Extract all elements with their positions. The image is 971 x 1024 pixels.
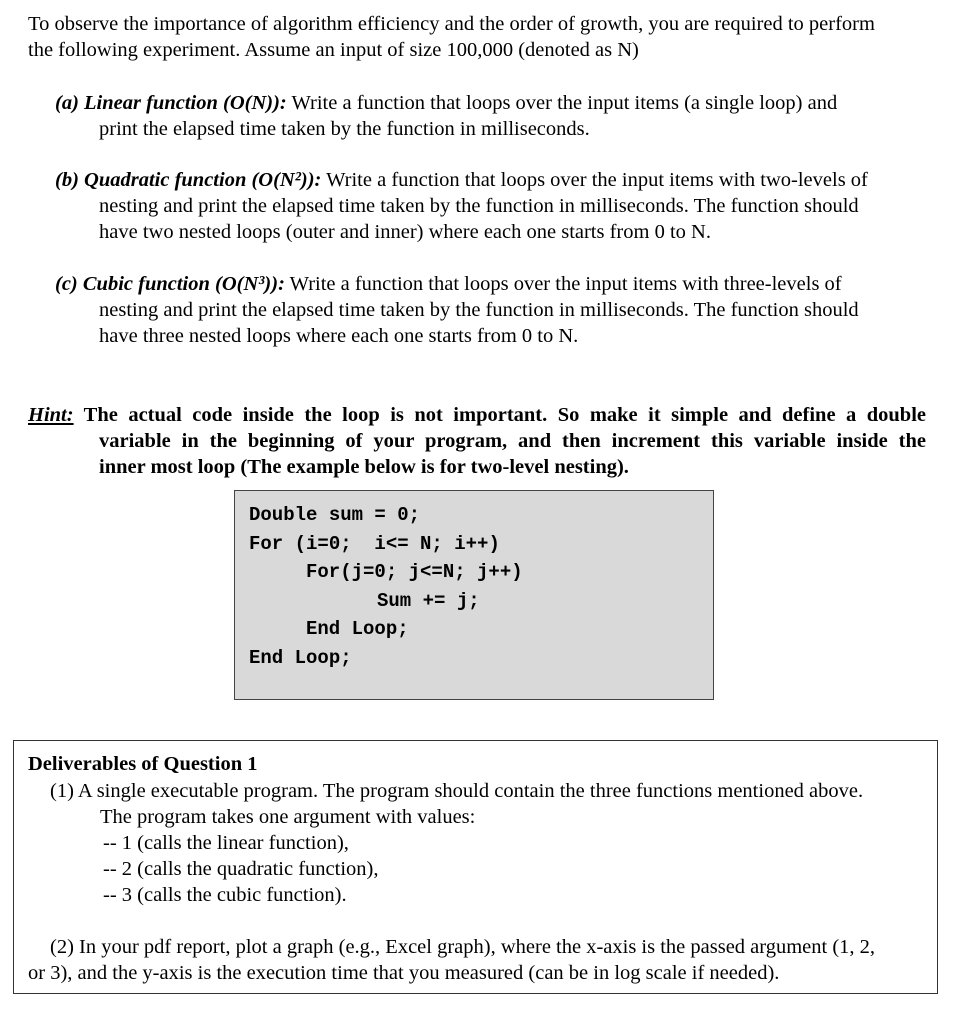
intro-paragraph (28, 11, 958, 63)
item-quadratic (55, 167, 935, 245)
hint-line-1: The actual code inside the loop is not important. So make it simple and define a double (73, 404, 926, 426)
hint-label: Hint: (28, 404, 74, 426)
item-linear-line-1: Write a function that loops over the input items (a single loop) and (286, 92, 838, 114)
hint-line-3: inner most loop (The example below is for two-level nesting). (99, 456, 629, 478)
deliverable-1-line-1: (1) A single executable program. The program should contain the three functions mentioned above. (50, 780, 864, 802)
intro-line-1: To observe the importance of algorithm efficiency and the order of growth, you are required to perform (28, 13, 875, 35)
item-cubic-label: (c) Cubic function (O(N³)): (55, 273, 285, 295)
hint-line-2: variable in the beginning of your program, and then increment this variable inside the (99, 430, 926, 452)
argument-option-2: -- 2 (calls the quadratic function), (103, 858, 379, 880)
item-linear-label: (a) Linear function (O(N)): (55, 92, 287, 114)
hint-paragraph (28, 402, 926, 480)
deliverables-box (13, 740, 938, 994)
item-quadratic-label: (b) Quadratic function (O(N²)): (55, 169, 322, 191)
argument-option-3: -- 3 (calls the cubic function). (103, 884, 347, 906)
item-cubic-line-1: Write a function that loops over the input items with three-levels of (284, 273, 842, 295)
code-line-2: For (i=0; i<= N; i++) (249, 533, 500, 555)
item-cubic-line-3: have three nested loops where each one starts from 0 to N. (99, 325, 579, 347)
item-linear (55, 90, 935, 142)
code-line-6: End Loop; (249, 647, 352, 669)
argument-option-1: -- 1 (calls the linear function), (103, 832, 349, 854)
item-linear-line-2: print the elapsed time taken by the function in milliseconds. (99, 118, 590, 140)
intro-line-2: the following experiment. Assume an input of size 100,000 (denoted as N) (28, 39, 639, 61)
item-quadratic-line-1: Write a function that loops over the input items with two-levels of (321, 169, 868, 191)
deliverable-1-line-2: The program takes one argument with values: (100, 806, 476, 828)
deliverable-2-line-2: or 3), and the y-axis is the execution time that you measured (can be in log scale if needed). (28, 962, 780, 984)
deliverable-2-line-1: (2) In your pdf report, plot a graph (e.g., Excel graph), where the x-axis is the passed argument (1, 2, (50, 936, 876, 958)
item-cubic-line-2: nesting and print the elapsed time taken by the function in milliseconds. The function should (99, 299, 859, 321)
code-line-4: Sum += j; (377, 590, 480, 612)
item-quadratic-line-3: have two nested loops (outer and inner) where each one starts from 0 to N. (99, 221, 711, 243)
code-example-box (234, 490, 714, 700)
code-line-5: End Loop; (306, 618, 409, 640)
code-line-3: For(j=0; j<=N; j++) (306, 561, 523, 583)
item-cubic (55, 271, 935, 349)
deliverables-title: Deliverables of Question 1 (28, 753, 258, 775)
item-quadratic-line-2: nesting and print the elapsed time taken by the function in milliseconds. The function should (99, 195, 859, 217)
code-line-1: Double sum = 0; (249, 504, 421, 526)
